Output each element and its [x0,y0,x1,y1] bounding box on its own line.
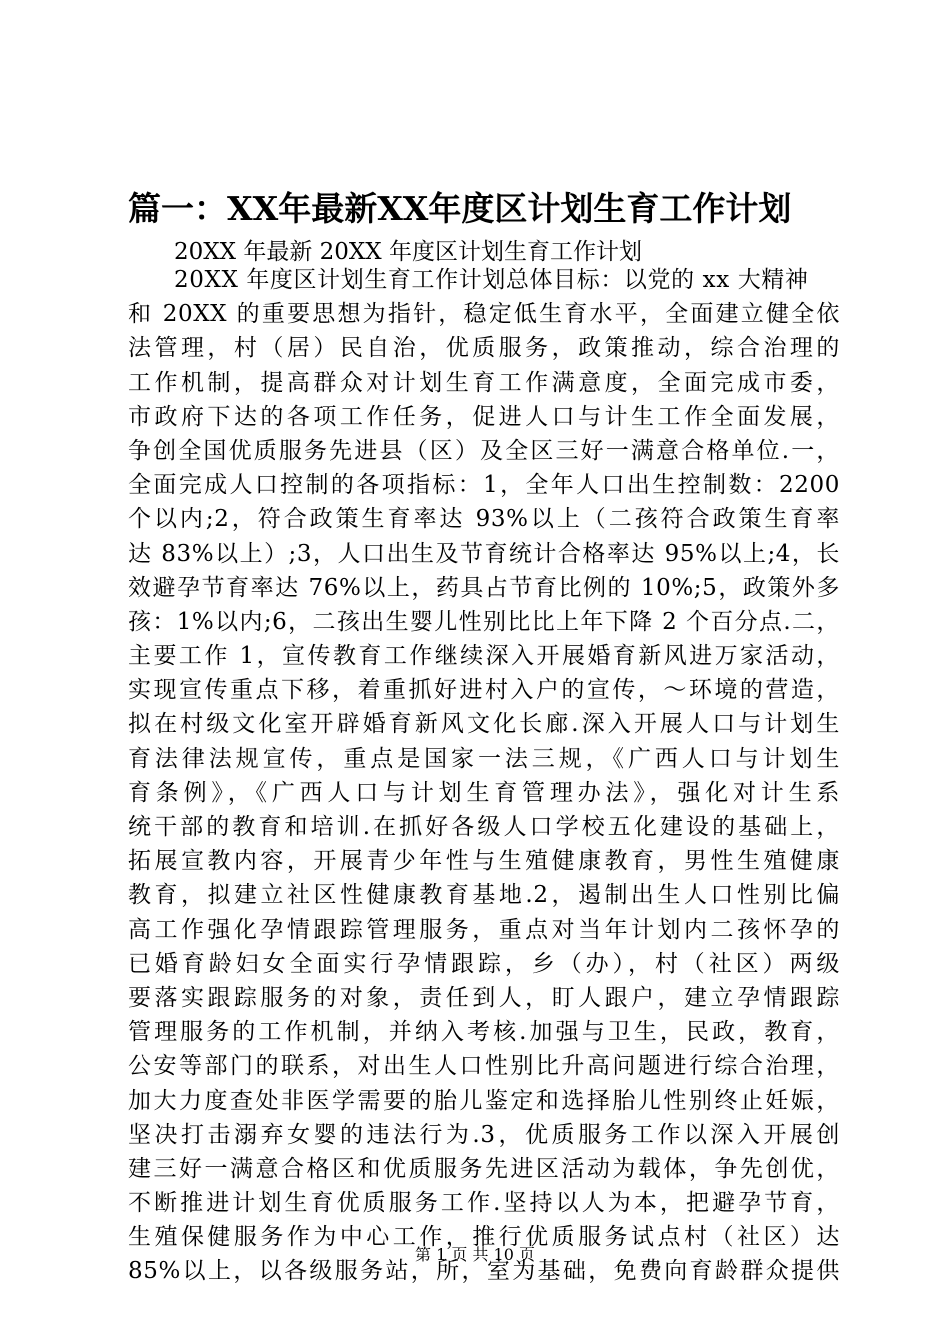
body-line: 统干部的教育和培训.在抓好各级人口学校五化建设的基础上， [128,814,840,840]
body-line: 效避孕节育率达 76%以上，药具占节育比例的 10%;5，政策外多 [128,574,840,601]
body-line: 拓展宣教内容，开展青少年性与生殖健康教育，男性生殖健康 [128,848,840,875]
body-line: 争创全国优质服务先进县（区）及全区三好一满意合格单位.一， [128,437,840,464]
body-line: 孩：1%以内;6，二孩出生婴儿性别比比上年下降 2 个百分点.二， [128,608,840,635]
body-line: 要落实跟踪服务的对象，责任到人，盯人跟户，建立孕情跟踪 [128,984,840,1011]
body-line: 20XX 年度区计划生育工作计划总体目标：以党的 xx 大精神 [174,267,809,293]
body-line: 育条例》，《广西人口与计划生育管理办法》，强化对计生系 [128,779,840,806]
body-line: 教育，拟建立社区性健康教育基地.2，遏制出生人口性别比偏 [128,882,840,909]
body-line: 育法律法规宣传，重点是国家一法三规，《广西人口与计划生 [128,745,840,772]
body-line: 不断推进计划生育优质服务工作.坚持以人为本，把避孕节育， [128,1190,840,1217]
body-line: 坚决打击溺弃女婴的违法行为.3，优质服务工作以深入开展创 [128,1121,840,1148]
body-line: 法管理，村（居）民自治，优质服务，政策推动，综合治理的 [128,335,840,362]
body-line: 加大力度查处非医学需要的胎儿鉴定和选择胎儿性别终止妊娠， [128,1087,840,1114]
body-line: 全面完成人口控制的各项指标：1，全年人口出生控制数：2200 [128,472,840,499]
body-line: 个以内;2，符合政策生育率达 93%以上（二孩符合政策生育率 [128,506,840,533]
body-line: 拟在村级文化室开辟婚育新风文化长廊.深入开展人口与计划生 [128,711,840,738]
page-footer: 第 1 页 共 10 页 [415,1245,535,1264]
body-line: 公安等部门的联系，对出生人口性别比升高问题进行综合治理， [128,1053,840,1080]
body-line: 高工作强化孕情跟踪管理服务，重点对当年计划内二孩怀孕的 [128,916,840,943]
body-line: 生殖保健服务作为中心工作，推行优质服务试点村（社区）达 [128,1224,840,1251]
body-line: 市政府下达的各项工作任务，促进人口与计生工作全面发展， [128,403,840,430]
body-line: 建三好一满意合格区和优质服务先进区活动为载体，争先创优， [128,1155,840,1182]
document-body [128,263,840,1289]
body-line: 已婚育龄妇女全面实行孕情跟踪，乡（办），村（社区）两级 [128,950,840,977]
body-line: 管理服务的工作机制，并纳入考核.加强与卫生，民政，教育， [128,1019,840,1046]
body-line: 达 83%以上）;3，人口出生及节育统计合格率达 95%以上;4，长 [128,540,840,567]
document-title: 篇一：XX年最新XX年度区计划生育工作计划 [128,189,792,228]
body-line: 85%以上，以各级服务站，所，室为基础，免费向育龄群众提供 [128,1258,840,1285]
document-subtitle: 20XX 年最新 20XX 年度区计划生育工作计划 [174,239,642,265]
body-line: 工作机制，提高群众对计划生育工作满意度，全面完成市委， [128,369,840,396]
body-line: 和 20XX 的重要思想为指针，稳定低生育水平，全面建立健全依 [128,301,840,328]
body-line: 实现宣传重点下移，着重抓好进村入户的宣传，～环境的营造， [128,677,840,704]
body-line: 主要工作 1，宣传教育工作继续深入开展婚育新风进万家活动， [128,643,840,670]
